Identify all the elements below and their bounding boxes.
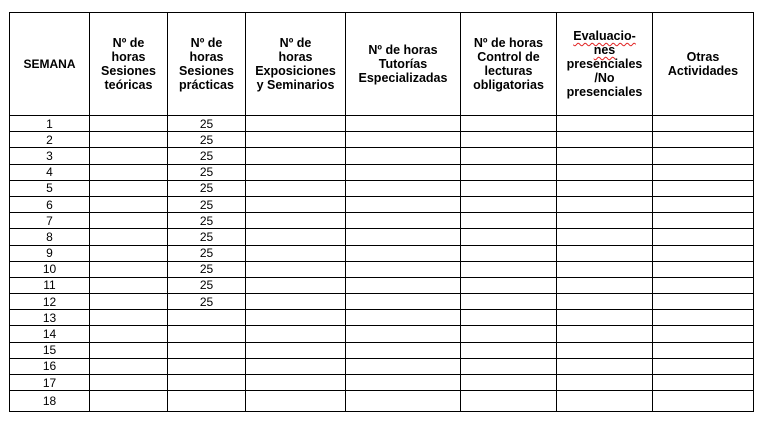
control-cell (461, 391, 557, 412)
evaluaciones-cell (557, 375, 653, 391)
tutorias-cell (346, 358, 461, 374)
semana-cell: 11 (10, 277, 90, 293)
teoricas-cell (90, 132, 168, 148)
evaluaciones-cell (557, 294, 653, 310)
table-row (10, 277, 754, 293)
evaluaciones-cell (557, 148, 653, 164)
teoricas-cell (90, 196, 168, 212)
exposiciones-cell (246, 358, 346, 374)
teoricas-cell (90, 294, 168, 310)
practicas-cell (168, 310, 246, 326)
control-cell (461, 196, 557, 212)
table-row (10, 164, 754, 180)
practicas-cell (168, 342, 246, 358)
practicas-cell (168, 391, 246, 412)
practicas-cell (168, 326, 246, 342)
semana-cell: 16 (10, 358, 90, 374)
semana-cell: 17 (10, 375, 90, 391)
evaluaciones-line1: Evaluacio- (573, 29, 636, 43)
control-cell (461, 229, 557, 245)
teoricas-cell (90, 213, 168, 229)
header-sesiones-practicas: Nº de horas Sesiones prácticas (168, 13, 246, 116)
table-row (10, 310, 754, 326)
exposiciones-cell (246, 261, 346, 277)
otras-cell (653, 277, 754, 293)
semana-cell: 2 (10, 132, 90, 148)
practicas-cell: 25 (168, 116, 246, 132)
header-sesiones-teoricas: Nº de horas Sesiones teóricas (90, 13, 168, 116)
exposiciones-cell (246, 326, 346, 342)
teoricas-cell (90, 277, 168, 293)
evaluaciones-cell (557, 116, 653, 132)
control-cell (461, 375, 557, 391)
practicas-cell: 25 (168, 180, 246, 196)
control-cell (461, 116, 557, 132)
tutorias-cell (346, 310, 461, 326)
table-row (10, 326, 754, 342)
evaluaciones-cell (557, 132, 653, 148)
tutorias-cell (346, 326, 461, 342)
table-row (10, 245, 754, 261)
header-row (10, 13, 754, 116)
table-row (10, 375, 754, 391)
practicas-cell: 25 (168, 148, 246, 164)
evaluaciones-cell (557, 180, 653, 196)
control-cell (461, 148, 557, 164)
header-exposiciones-seminarios: Nº de horas Exposiciones y Seminarios (246, 13, 346, 116)
practicas-cell: 25 (168, 229, 246, 245)
otras-cell (653, 180, 754, 196)
otras-cell (653, 310, 754, 326)
semana-cell: 1 (10, 116, 90, 132)
table-row (10, 229, 754, 245)
teoricas-cell (90, 375, 168, 391)
evaluaciones-cell (557, 213, 653, 229)
tutorias-cell (346, 294, 461, 310)
tutorias-cell (346, 229, 461, 245)
exposiciones-cell (246, 116, 346, 132)
header-control-lecturas: Nº de horas Control de lecturas obligatorias (461, 13, 557, 116)
exposiciones-cell (246, 164, 346, 180)
evaluaciones-cell (557, 310, 653, 326)
semana-cell: 8 (10, 229, 90, 245)
table-row (10, 342, 754, 358)
tutorias-cell (346, 196, 461, 212)
evaluaciones-cell (557, 164, 653, 180)
table-row (10, 196, 754, 212)
header-semana: SEMANA (10, 13, 90, 116)
exposiciones-cell (246, 245, 346, 261)
teoricas-cell (90, 261, 168, 277)
otras-cell (653, 116, 754, 132)
tutorias-cell (346, 148, 461, 164)
exposiciones-cell (246, 391, 346, 412)
evaluaciones-cell (557, 245, 653, 261)
practicas-cell: 25 (168, 164, 246, 180)
table-row (10, 132, 754, 148)
otras-cell (653, 261, 754, 277)
control-cell (461, 180, 557, 196)
evaluaciones-cell (557, 326, 653, 342)
semana-cell: 14 (10, 326, 90, 342)
tutorias-cell (346, 391, 461, 412)
evaluaciones-cell (557, 391, 653, 412)
tutorias-cell (346, 116, 461, 132)
header-tutorias-especializadas: Nº de horas Tutorías Especializadas (346, 13, 461, 116)
exposiciones-cell (246, 132, 346, 148)
semana-cell: 5 (10, 180, 90, 196)
teoricas-cell (90, 391, 168, 412)
teoricas-cell (90, 342, 168, 358)
tutorias-cell (346, 342, 461, 358)
evaluaciones-cell (557, 342, 653, 358)
otras-cell (653, 164, 754, 180)
table-row (10, 213, 754, 229)
exposiciones-cell (246, 310, 346, 326)
hours-table (9, 12, 754, 412)
tutorias-cell (346, 261, 461, 277)
control-cell (461, 164, 557, 180)
table-row (10, 148, 754, 164)
control-cell (461, 261, 557, 277)
header-otras-actividades: Otras Actividades (653, 13, 754, 116)
exposiciones-cell (246, 148, 346, 164)
exposiciones-cell (246, 229, 346, 245)
exposiciones-cell (246, 196, 346, 212)
otras-cell (653, 375, 754, 391)
table-row (10, 358, 754, 374)
tutorias-cell (346, 213, 461, 229)
semana-cell: 7 (10, 213, 90, 229)
table-row (10, 261, 754, 277)
table-body (10, 116, 754, 412)
otras-cell (653, 132, 754, 148)
practicas-cell (168, 375, 246, 391)
practicas-cell: 25 (168, 196, 246, 212)
semana-cell: 13 (10, 310, 90, 326)
semana-cell: 9 (10, 245, 90, 261)
table-row (10, 391, 754, 412)
evaluaciones-cell (557, 261, 653, 277)
otras-cell (653, 358, 754, 374)
control-cell (461, 342, 557, 358)
evaluaciones-cell (557, 277, 653, 293)
tutorias-cell (346, 277, 461, 293)
evaluaciones-cell (557, 229, 653, 245)
teoricas-cell (90, 148, 168, 164)
practicas-cell: 25 (168, 261, 246, 277)
otras-cell (653, 326, 754, 342)
teoricas-cell (90, 310, 168, 326)
control-cell (461, 310, 557, 326)
semana-cell: 6 (10, 196, 90, 212)
otras-cell (653, 342, 754, 358)
tutorias-cell (346, 375, 461, 391)
exposiciones-cell (246, 180, 346, 196)
otras-cell (653, 148, 754, 164)
practicas-cell: 25 (168, 294, 246, 310)
tutorias-cell (346, 180, 461, 196)
otras-cell (653, 294, 754, 310)
table-row (10, 294, 754, 310)
practicas-cell: 25 (168, 245, 246, 261)
table-row (10, 116, 754, 132)
exposiciones-cell (246, 213, 346, 229)
exposiciones-cell (246, 342, 346, 358)
semana-cell: 10 (10, 261, 90, 277)
control-cell (461, 358, 557, 374)
semana-cell: 15 (10, 342, 90, 358)
control-cell (461, 213, 557, 229)
otras-cell (653, 213, 754, 229)
tutorias-cell (346, 245, 461, 261)
otras-cell (653, 229, 754, 245)
practicas-cell (168, 358, 246, 374)
teoricas-cell (90, 229, 168, 245)
otras-cell (653, 196, 754, 212)
teoricas-cell (90, 164, 168, 180)
teoricas-cell (90, 326, 168, 342)
control-cell (461, 245, 557, 261)
evaluaciones-rest: presenciales /No presenciales (566, 57, 643, 99)
control-cell (461, 132, 557, 148)
teoricas-cell (90, 180, 168, 196)
control-cell (461, 326, 557, 342)
tutorias-cell (346, 164, 461, 180)
exposiciones-cell (246, 277, 346, 293)
evaluaciones-cell (557, 196, 653, 212)
table-row (10, 180, 754, 196)
exposiciones-cell (246, 375, 346, 391)
semana-cell: 12 (10, 294, 90, 310)
teoricas-cell (90, 116, 168, 132)
exposiciones-cell (246, 294, 346, 310)
header-evaluaciones (557, 13, 653, 116)
otras-cell (653, 245, 754, 261)
otras-cell (653, 391, 754, 412)
teoricas-cell (90, 245, 168, 261)
semana-cell: 18 (10, 391, 90, 412)
practicas-cell: 25 (168, 213, 246, 229)
semana-cell: 4 (10, 164, 90, 180)
control-cell (461, 294, 557, 310)
evaluaciones-cell (557, 358, 653, 374)
practicas-cell: 25 (168, 132, 246, 148)
semana-cell: 3 (10, 148, 90, 164)
control-cell (461, 277, 557, 293)
evaluaciones-line2: nes (593, 43, 616, 57)
teoricas-cell (90, 358, 168, 374)
practicas-cell: 25 (168, 277, 246, 293)
tutorias-cell (346, 132, 461, 148)
